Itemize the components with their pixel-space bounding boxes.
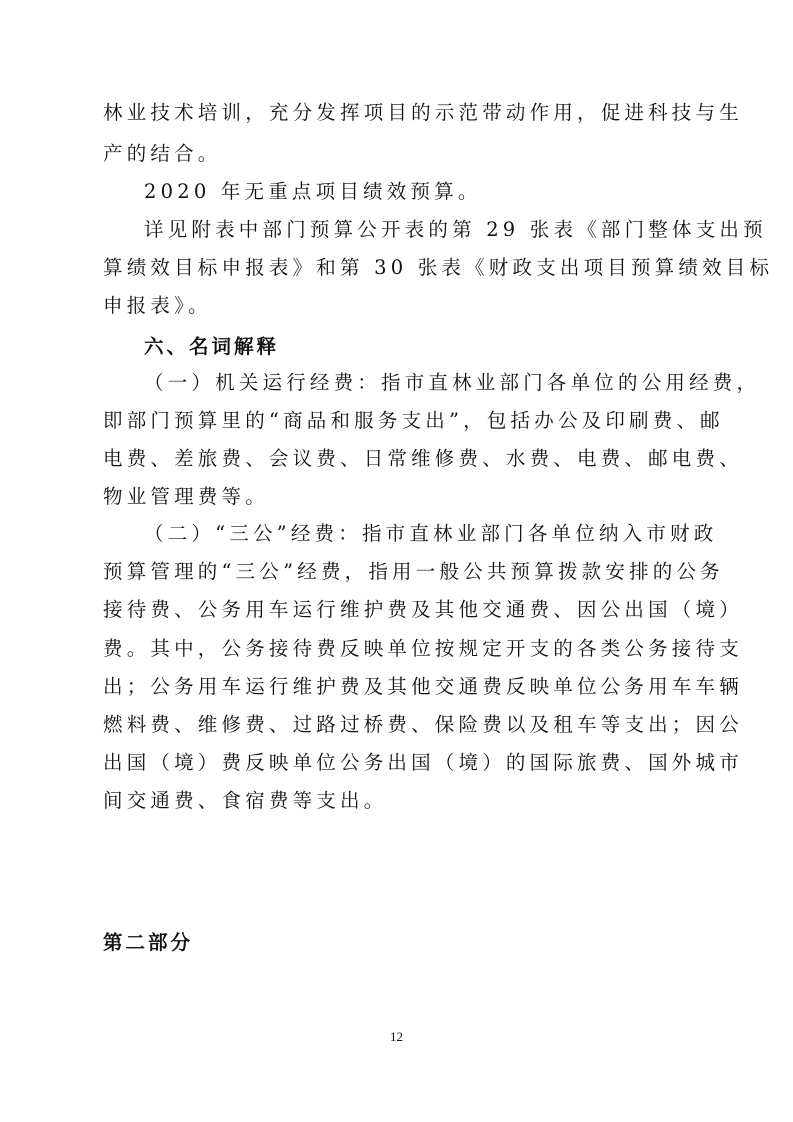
- definition-line: 即部门预算里的“商品和服务支出”，包括办公及印刷费、邮: [103, 409, 724, 432]
- definition-line: 电费、差旅费、会议费、日常维修费、水费、电费、邮电费、: [103, 447, 743, 470]
- body-text-line: 林业技术培训，充分发挥项目的示范带动作用，促进科技与生: [103, 101, 743, 124]
- body-text-line: 申报表》。: [103, 294, 212, 317]
- definition-line: （二）“三公”经费：指市直林业部门各单位纳入市财政: [144, 522, 718, 545]
- definition-line: 燃料费、维修费、过路过桥费、保险费以及租车等支出；因公: [103, 713, 743, 736]
- definition-line: 物业管理费等。: [103, 485, 269, 508]
- definition-line: 预算管理的“三公”经费，指用一般公共预算拨款安排的公务: [103, 560, 724, 583]
- body-text-line: 产的结合。: [103, 142, 222, 165]
- definition-line: （一）机关运行经费：指市直林业部门各单位的公用经费，: [144, 371, 761, 394]
- definition-line: 接待费、公务用车运行维护费及其他交通费、因公出国（境）: [103, 598, 743, 621]
- page-number: 12: [390, 1029, 403, 1044]
- section-heading: 六、名词解释: [144, 335, 280, 358]
- body-text-line: 算绩效目标申报表》和第 30 张表《财政支出项目预算绩效目标: [103, 256, 774, 279]
- definition-line: 费。其中，公务接待费反映单位按规定开支的各类公务接待支: [103, 637, 743, 660]
- definition-line: 间交通费、食宿费等支出。: [103, 789, 388, 812]
- body-text-line: 详见附表中部门预算公开表的第 29 张表《部门整体支出预: [144, 218, 767, 241]
- definition-line: 出；公务用车运行维护费及其他交通费反映单位公务用车车辆: [103, 675, 743, 698]
- definition-line: 出国（境）费反映单位公务出国（境）的国际旅费、国外城市: [103, 751, 743, 774]
- part-heading: 第二部分: [103, 931, 194, 954]
- body-text-line: 2020 年无重点项目绩效预算。: [144, 180, 482, 203]
